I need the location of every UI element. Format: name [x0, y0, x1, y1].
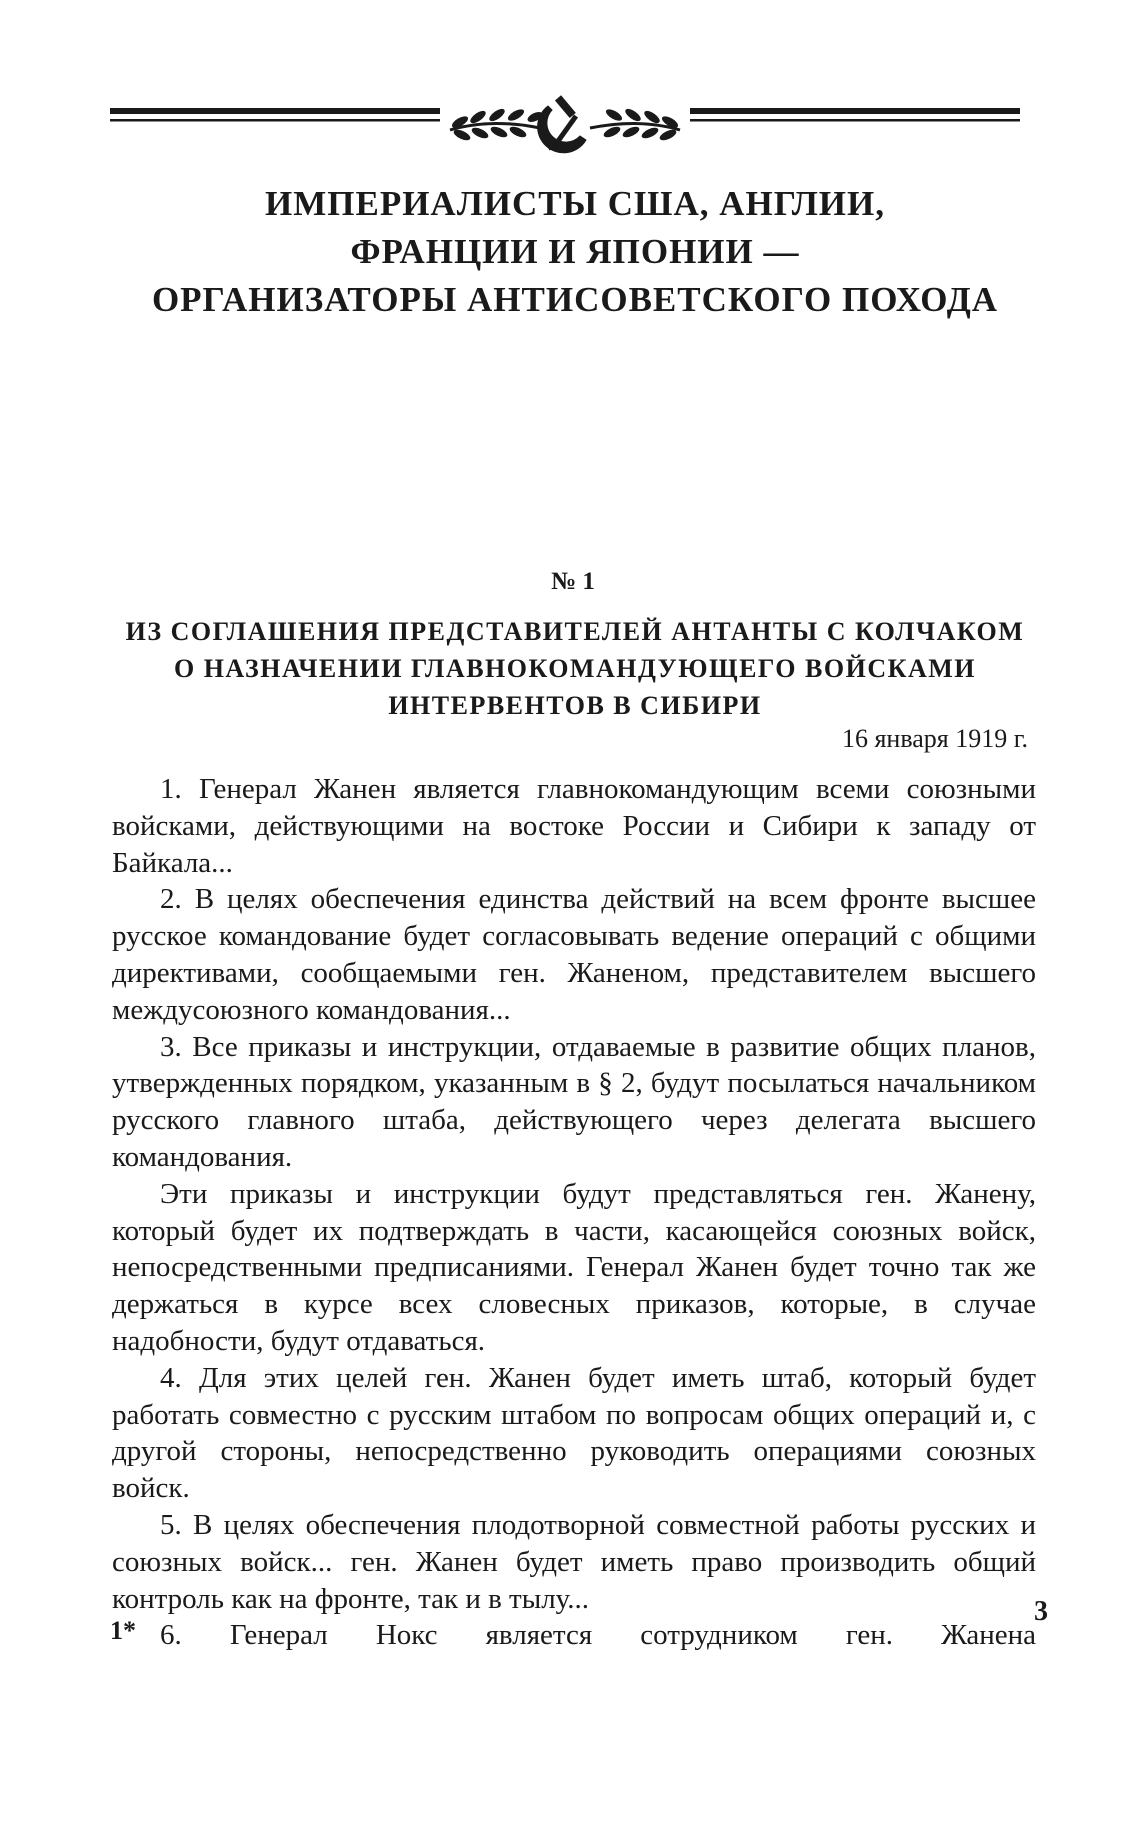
document-title: [80, 613, 1070, 724]
document-title-line: ИЗ СОГЛАШЕНИЯ ПРЕДСТАВИТЕЛЕЙ АНТАНТЫ С КОЛЧАКОМ: [125, 617, 1025, 646]
signature-mark: 1*: [110, 1616, 136, 1645]
section-title: [80, 180, 1070, 324]
document-date: 16 января 1919 г.: [841, 724, 1028, 753]
document-body: [112, 771, 1036, 1654]
section-title-line: ОРГАНИЗАТОРЫ АНТИСОВЕТСКОГО ПОХОДА: [151, 280, 999, 319]
section-title-line: ФРАНЦИИ И ЯПОНИИ —: [350, 232, 800, 271]
document-title-line: О НАЗНАЧЕНИИ ГЛАВНОКОМАНДУЮЩЕГО ВОЙСКАМИ: [173, 654, 976, 683]
page-number: 3: [1034, 1596, 1048, 1627]
paragraph: Эти приказы и инструкции будут представляться ген. Жанену, который будет их подтверждать в части, касающейся союзных войск, непосредственными предписаниями. Генерал Жанен будет точно так же держаться в курсе всех словесных приказов, которые, в случае надобности, будут отдаваться.: [112, 1177, 1036, 1357]
paragraph: 6. Генерал Нокс является сотрудником ген. Жанена: [160, 1619, 1036, 1652]
document-title-line: ИНТЕРВЕНТОВ В СИБИРИ: [388, 691, 762, 720]
paragraph: 3. Все приказы и инструкции, отдаваемые в развитие общих планов, утвержденных порядком, указанным в § 2, будут посылаться начальником русского главного штаба, действующего через делегата высшего командования.: [112, 1030, 1036, 1173]
paragraph: 4. Для этих целей ген. Жанен будет иметь штаб, который будет работать совместно с русским штабом по вопросам общих операций и, с другой стороны, непосредственно руководить операциями союзных войск.: [112, 1361, 1036, 1505]
paragraph: 1. Генерал Жанен является главнокомандующим всеми союзными войсками, действующими на востоке России и Сибири к западу от Байкала...: [112, 773, 1036, 879]
section-title-line: ИМПЕРИАЛИСТЫ США, АНГЛИИ,: [265, 184, 885, 223]
hammer-sickle-laurel-icon: [110, 88, 1020, 158]
paragraph: 5. В целях обеспечения плодотворной совместной работы русских и союзных войск... ген. Жанен будет иметь право производить общий контроль как на фронте, так и в тылу...: [112, 1508, 1036, 1615]
document-number: № 1: [551, 568, 595, 595]
paragraph: 2. В целях обеспечения единства действий на всем фронте высшее русское командование будет согласовывать ведение операций с общими директивами, сообщаемыми ген. Жаненом, представителем высшего междусоюзного командования...: [112, 883, 1036, 1026]
